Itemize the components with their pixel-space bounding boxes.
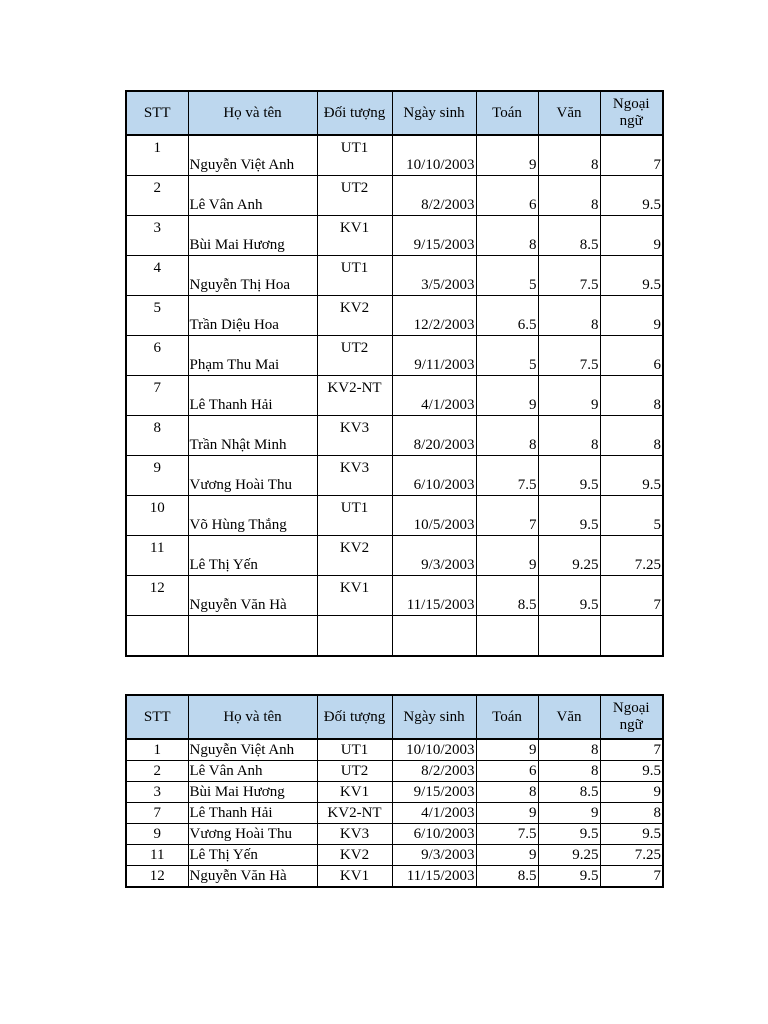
- table-row: [126, 803, 663, 824]
- cell-stt[interactable]: 7: [126, 803, 188, 824]
- cell-literature[interactable]: 9.5: [538, 576, 600, 616]
- cell-stt[interactable]: 12: [126, 866, 188, 888]
- cell-stt[interactable]: 11: [126, 845, 188, 866]
- cell-foreign-language[interactable]: 9.5: [600, 256, 663, 296]
- cell-math[interactable]: 9: [476, 376, 538, 416]
- cell-foreign-language[interactable]: 6: [600, 336, 663, 376]
- student-table-filtered: [125, 694, 664, 888]
- cell-birth-date[interactable]: 10/10/2003: [392, 135, 476, 176]
- cell-category[interactable]: KV3: [317, 456, 392, 496]
- cell-foreign-language[interactable]: 9.5: [600, 824, 663, 845]
- cell-math[interactable]: 8.5: [476, 866, 538, 888]
- cell-math[interactable]: 9: [476, 803, 538, 824]
- cell-literature[interactable]: 8: [538, 135, 600, 176]
- cell-stt[interactable]: 7: [126, 376, 188, 416]
- cell-literature[interactable]: 8: [538, 761, 600, 782]
- cell-birth-date[interactable]: 11/15/2003: [392, 576, 476, 616]
- cell-literature[interactable]: 9.25: [538, 536, 600, 576]
- cell-full-name[interactable]: Nguyễn Việt Anh: [188, 135, 317, 176]
- cell-math[interactable]: 9: [476, 536, 538, 576]
- cell-category[interactable]: KV2-NT: [317, 376, 392, 416]
- header-stt[interactable]: STT: [126, 695, 188, 739]
- table-row: [126, 866, 663, 888]
- cell-math[interactable]: 5: [476, 256, 538, 296]
- cell-math[interactable]: 7.5: [476, 824, 538, 845]
- cell-stt[interactable]: 10: [126, 496, 188, 536]
- header-full-name[interactable]: Họ và tên: [188, 91, 317, 135]
- cell-math[interactable]: 7.5: [476, 456, 538, 496]
- cell-literature[interactable]: 7.5: [538, 256, 600, 296]
- cell-category[interactable]: UT1: [317, 496, 392, 536]
- cell-full-name[interactable]: Bùi Mai Hương: [188, 782, 317, 803]
- cell-math[interactable]: 8: [476, 216, 538, 256]
- cell-stt[interactable]: 4: [126, 256, 188, 296]
- cell-category[interactable]: UT2: [317, 761, 392, 782]
- cell-category[interactable]: KV1: [317, 866, 392, 888]
- cell-math[interactable]: 8: [476, 416, 538, 456]
- cell-stt[interactable]: [126, 616, 188, 657]
- cell-math[interactable]: 5: [476, 336, 538, 376]
- cell-math[interactable]: 8.5: [476, 576, 538, 616]
- header-literature[interactable]: Văn: [538, 91, 600, 135]
- cell-literature[interactable]: 9: [538, 803, 600, 824]
- header-full-name[interactable]: Họ và tên: [188, 695, 317, 739]
- header-category[interactable]: Đối tượng: [317, 91, 392, 135]
- cell-foreign-language[interactable]: 8: [600, 416, 663, 456]
- table-row: [126, 496, 663, 536]
- cell-literature[interactable]: 9.25: [538, 845, 600, 866]
- cell-literature[interactable]: 8.5: [538, 216, 600, 256]
- cell-full-name[interactable]: Trần Nhật Minh: [188, 416, 317, 456]
- table-row: [126, 536, 663, 576]
- cell-literature[interactable]: 9.5: [538, 456, 600, 496]
- cell-literature[interactable]: 8: [538, 176, 600, 216]
- cell-foreign-language[interactable]: 8: [600, 376, 663, 416]
- student-table-full: [125, 90, 664, 657]
- table-row: [126, 739, 663, 761]
- cell-stt[interactable]: 2: [126, 176, 188, 216]
- cell-foreign-language[interactable]: 9.5: [600, 456, 663, 496]
- cell-full-name[interactable]: Nguyễn Văn Hà: [188, 866, 317, 888]
- cell-foreign-language[interactable]: 8: [600, 803, 663, 824]
- cell-full-name[interactable]: Nguyễn Việt Anh: [188, 739, 317, 761]
- cell-full-name[interactable]: Lê Vân Anh: [188, 176, 317, 216]
- cell-math[interactable]: 6.5: [476, 296, 538, 336]
- cell-literature[interactable]: 8.5: [538, 782, 600, 803]
- table-row: [126, 416, 663, 456]
- cell-full-name[interactable]: Nguyễn Văn Hà: [188, 576, 317, 616]
- cell-full-name[interactable]: Võ Hùng Thắng: [188, 496, 317, 536]
- table-row: [126, 336, 663, 376]
- cell-category[interactable]: UT1: [317, 256, 392, 296]
- cell-category[interactable]: UT2: [317, 176, 392, 216]
- cell-foreign-language[interactable]: 7: [600, 576, 663, 616]
- cell-full-name[interactable]: Trần Diệu Hoa: [188, 296, 317, 336]
- cell-foreign-language[interactable]: 9.5: [600, 761, 663, 782]
- cell-birth-date[interactable]: 10/10/2003: [392, 739, 476, 761]
- cell-category[interactable]: KV2: [317, 845, 392, 866]
- cell-birth-date[interactable]: 3/5/2003: [392, 256, 476, 296]
- cell-birth-date[interactable]: [392, 616, 476, 657]
- cell-category[interactable]: UT1: [317, 135, 392, 176]
- table-row: [126, 376, 663, 416]
- table-row: [126, 216, 663, 256]
- table-row: [126, 824, 663, 845]
- cell-birth-date[interactable]: 9/11/2003: [392, 336, 476, 376]
- cell-literature[interactable]: 8: [538, 296, 600, 336]
- cell-stt[interactable]: 3: [126, 782, 188, 803]
- table-row: [126, 256, 663, 296]
- cell-birth-date[interactable]: 10/5/2003: [392, 496, 476, 536]
- cell-birth-date[interactable]: 8/2/2003: [392, 176, 476, 216]
- header-birth-date[interactable]: Ngày sinh: [392, 91, 476, 135]
- header-math[interactable]: Toán: [476, 91, 538, 135]
- cell-stt[interactable]: 8: [126, 416, 188, 456]
- cell-literature[interactable]: 8: [538, 416, 600, 456]
- cell-foreign-language[interactable]: 7.25: [600, 536, 663, 576]
- cell-literature[interactable]: 7.5: [538, 336, 600, 376]
- table-row: [126, 782, 663, 803]
- cell-foreign-language[interactable]: 7: [600, 135, 663, 176]
- cell-stt[interactable]: 1: [126, 739, 188, 761]
- cell-stt[interactable]: 9: [126, 456, 188, 496]
- header-foreign-language[interactable]: Ngoại ngữ: [600, 695, 663, 739]
- table-row: [126, 456, 663, 496]
- cell-full-name[interactable]: Phạm Thu Mai: [188, 336, 317, 376]
- header-math[interactable]: Toán: [476, 695, 538, 739]
- table-row: [126, 761, 663, 782]
- cell-foreign-language[interactable]: 5: [600, 496, 663, 536]
- cell-birth-date[interactable]: 8/20/2003: [392, 416, 476, 456]
- cell-foreign-language[interactable]: 9.5: [600, 176, 663, 216]
- table-row: [126, 296, 663, 336]
- table-row: [126, 845, 663, 866]
- cell-full-name[interactable]: Vương Hoài Thu: [188, 456, 317, 496]
- cell-math[interactable]: 6: [476, 176, 538, 216]
- table-row: [126, 616, 663, 657]
- cell-birth-date[interactable]: 9/3/2003: [392, 536, 476, 576]
- cell-math[interactable]: [476, 616, 538, 657]
- cell-literature[interactable]: 8: [538, 739, 600, 761]
- cell-category[interactable]: KV1: [317, 576, 392, 616]
- cell-stt[interactable]: 12: [126, 576, 188, 616]
- cell-stt[interactable]: 1: [126, 135, 188, 176]
- cell-birth-date[interactable]: 9/15/2003: [392, 782, 476, 803]
- cell-birth-date[interactable]: 9/3/2003: [392, 845, 476, 866]
- cell-stt[interactable]: 6: [126, 336, 188, 376]
- cell-full-name[interactable]: Lê Thanh Hải: [188, 376, 317, 416]
- header-birth-date[interactable]: Ngày sinh: [392, 695, 476, 739]
- table-row: [126, 576, 663, 616]
- cell-full-name[interactable]: Lê Thị Yến: [188, 536, 317, 576]
- cell-birth-date[interactable]: 11/15/2003: [392, 866, 476, 888]
- cell-full-name[interactable]: Lê Vân Anh: [188, 761, 317, 782]
- cell-birth-date[interactable]: 9/15/2003: [392, 216, 476, 256]
- cell-birth-date[interactable]: 6/10/2003: [392, 824, 476, 845]
- table-row: [126, 176, 663, 216]
- cell-math[interactable]: 9: [476, 739, 538, 761]
- cell-category[interactable]: KV2: [317, 296, 392, 336]
- cell-literature[interactable]: 9: [538, 376, 600, 416]
- header-category[interactable]: Đối tượng: [317, 695, 392, 739]
- header-stt[interactable]: STT: [126, 91, 188, 135]
- cell-full-name[interactable]: Vương Hoài Thu: [188, 824, 317, 845]
- cell-birth-date[interactable]: 8/2/2003: [392, 761, 476, 782]
- cell-literature[interactable]: 9.5: [538, 866, 600, 888]
- header-literature[interactable]: Văn: [538, 695, 600, 739]
- header-row: [126, 91, 663, 135]
- cell-category[interactable]: [317, 616, 392, 657]
- cell-stt[interactable]: 9: [126, 824, 188, 845]
- header-foreign-language[interactable]: Ngoại ngữ: [600, 91, 663, 135]
- cell-stt[interactable]: 2: [126, 761, 188, 782]
- cell-foreign-language[interactable]: 9: [600, 782, 663, 803]
- cell-full-name[interactable]: [188, 616, 317, 657]
- cell-stt[interactable]: 11: [126, 536, 188, 576]
- cell-foreign-language[interactable]: 7.25: [600, 845, 663, 866]
- cell-stt[interactable]: 3: [126, 216, 188, 256]
- cell-math[interactable]: 7: [476, 496, 538, 536]
- cell-foreign-language[interactable]: 7: [600, 866, 663, 888]
- cell-foreign-language[interactable]: [600, 616, 663, 657]
- cell-full-name[interactable]: Bùi Mai Hương: [188, 216, 317, 256]
- cell-full-name[interactable]: Lê Thanh Hải: [188, 803, 317, 824]
- cell-birth-date[interactable]: 12/2/2003: [392, 296, 476, 336]
- cell-math[interactable]: 9: [476, 135, 538, 176]
- cell-literature[interactable]: [538, 616, 600, 657]
- cell-foreign-language[interactable]: 9: [600, 216, 663, 256]
- cell-full-name[interactable]: Nguyễn Thị Hoa: [188, 256, 317, 296]
- cell-literature[interactable]: 9.5: [538, 824, 600, 845]
- header-row: [126, 695, 663, 739]
- cell-category[interactable]: UT2: [317, 336, 392, 376]
- cell-category[interactable]: KV3: [317, 824, 392, 845]
- cell-birth-date[interactable]: 6/10/2003: [392, 456, 476, 496]
- cell-foreign-language[interactable]: 7: [600, 739, 663, 761]
- cell-category[interactable]: UT1: [317, 739, 392, 761]
- table-row: [126, 135, 663, 176]
- cell-math[interactable]: 8: [476, 782, 538, 803]
- cell-literature[interactable]: 9.5: [538, 496, 600, 536]
- cell-category[interactable]: KV2-NT: [317, 803, 392, 824]
- cell-math[interactable]: 9: [476, 845, 538, 866]
- cell-category[interactable]: KV1: [317, 782, 392, 803]
- cell-category[interactable]: KV3: [317, 416, 392, 456]
- cell-category[interactable]: KV2: [317, 536, 392, 576]
- cell-foreign-language[interactable]: 9: [600, 296, 663, 336]
- cell-math[interactable]: 6: [476, 761, 538, 782]
- cell-birth-date[interactable]: 4/1/2003: [392, 803, 476, 824]
- cell-stt[interactable]: 5: [126, 296, 188, 336]
- cell-category[interactable]: KV1: [317, 216, 392, 256]
- cell-birth-date[interactable]: 4/1/2003: [392, 376, 476, 416]
- cell-full-name[interactable]: Lê Thị Yến: [188, 845, 317, 866]
